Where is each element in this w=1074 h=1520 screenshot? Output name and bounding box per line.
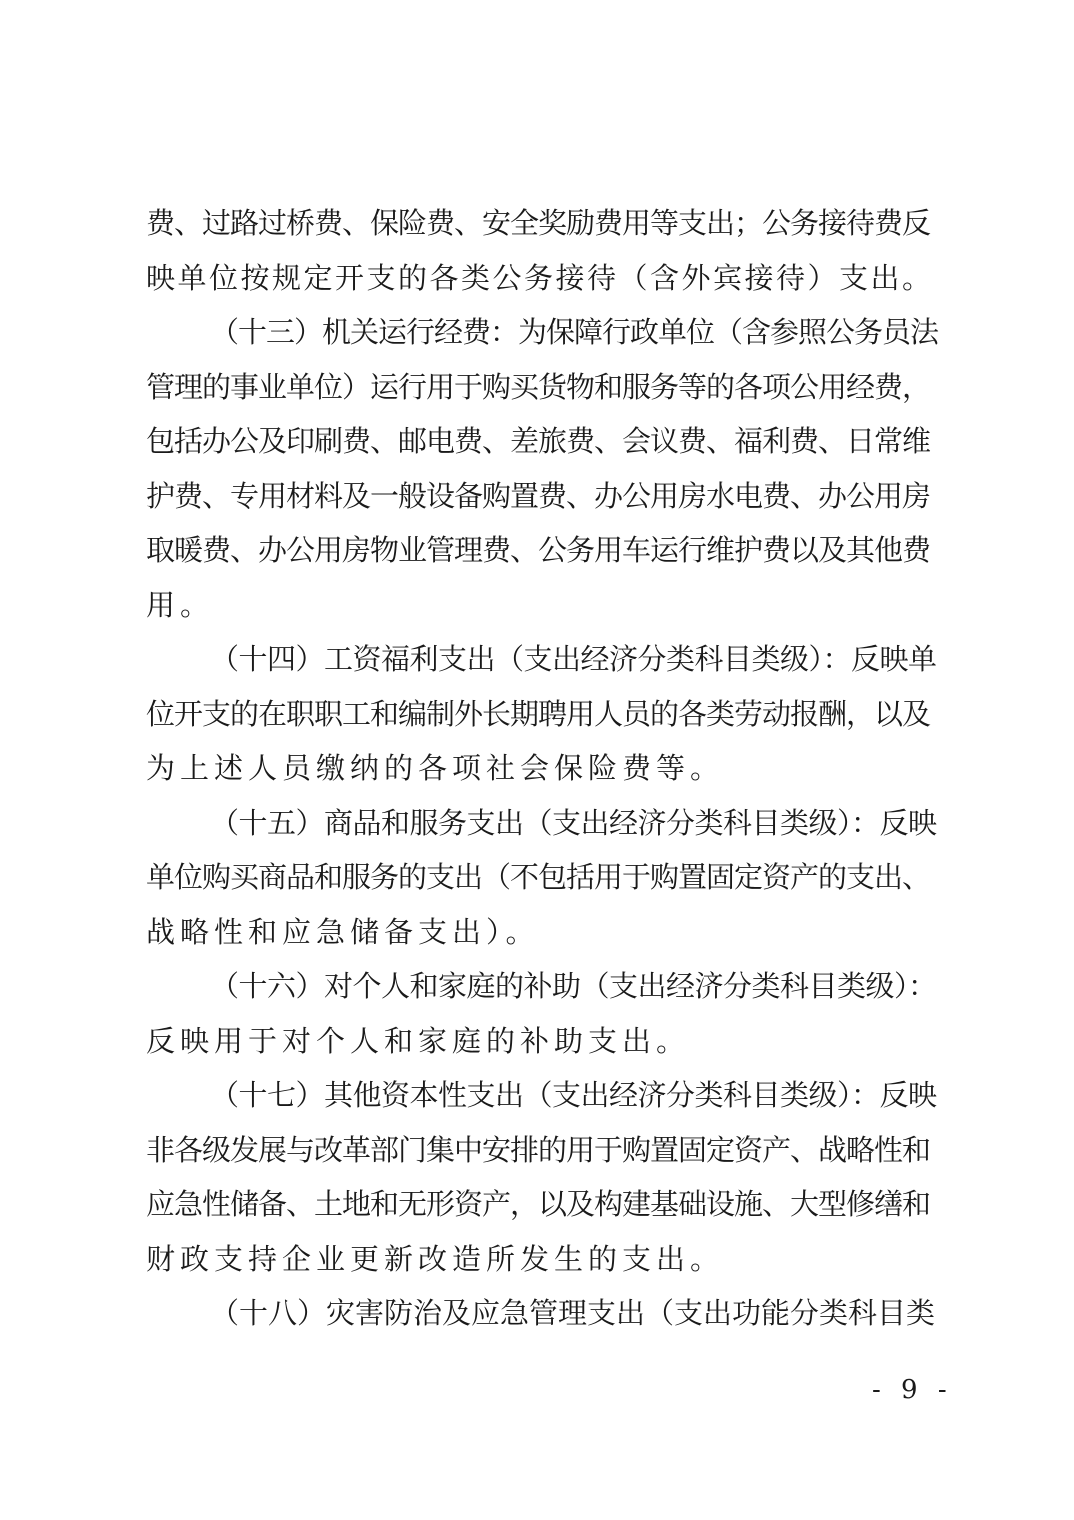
text-line: （十八）灾害防治及应急管理支出（支出功能分类科目类 — [210, 1296, 936, 1330]
text-line: 反映用于对个人和家庭的补助支出。 — [146, 1023, 691, 1058]
text-line: （十七）其他资本性支出（支出经济分类科目类级）：反映 — [210, 1078, 937, 1112]
text-line: 管理的事业单位）运行用于购买货物和服务等的各项公用经费， — [146, 369, 931, 404]
text-line: 位开支的在职职工和编制外长期聘用人员的各类劳动报酬，以及 — [146, 696, 931, 731]
text-line: （十四）工资福利支出（支出经济分类科目类级）：反映单 — [210, 642, 937, 676]
text-line: 为上述人员缴纳的各项社会保险费等。 — [146, 751, 725, 785]
text-line: 战略性和应急储备支出）。 — [146, 914, 540, 949]
text-line: （十三）机关运行经费：为保障行政单位（含参照公务员法 — [210, 315, 939, 349]
text-line: 取暖费、办公用房物业管理费、公务用车运行维护费以及其他费 — [146, 533, 931, 567]
text-line: 映单位按规定开支的各类公务接待（含外宾接待）支出。 — [146, 260, 934, 295]
text-line: 非各级发展与改革部门集中安排的用于购置固定资产、战略性和 — [146, 1132, 931, 1167]
text-line: 护费、专用材料及一般设备购置费、办公用房水电费、办公用房 — [146, 478, 931, 513]
text-line: 用。 — [146, 587, 215, 622]
body-text — [146, 196, 941, 1341]
text-line: 单位购买商品和服务的支出（不包括用于购置固定资产的支出、 — [146, 860, 931, 894]
text-line: 费、过路过桥费、保险费、安全奖励费用等支出；公务接待费反 — [146, 206, 931, 240]
page-number: - 9 - — [872, 1375, 953, 1405]
text-line: （十五）商品和服务支出（支出经济分类科目类级）：反映 — [210, 805, 937, 840]
text-line: （十六）对个人和家庭的补助（支出经济分类科目类级）： — [210, 969, 937, 1003]
text-line: 包括办公及印刷费、邮电费、差旅费、会议费、福利费、日常维 — [146, 424, 931, 458]
text-line: 应急性储备、土地和无形资产，以及构建基础设施、大型修缮和 — [146, 1187, 931, 1221]
text-line: 财政支持企业更新改造所发生的支出。 — [146, 1241, 725, 1276]
